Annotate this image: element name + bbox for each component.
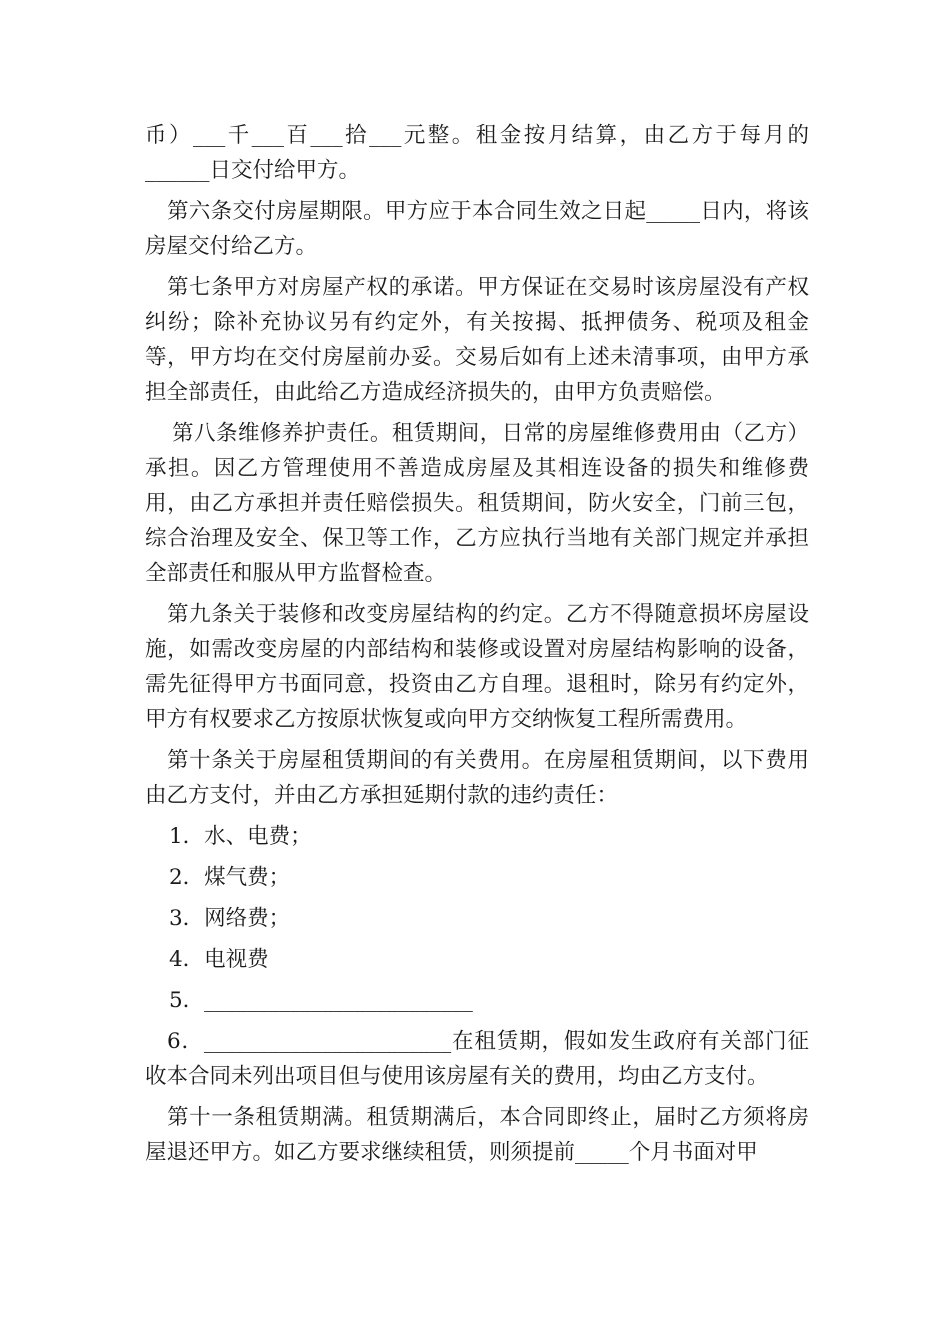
list-item-network: 3．网络费； — [169, 906, 291, 931]
list-item-water-electricity: 1．水、电费； — [169, 824, 312, 849]
paragraph-article-6: 第六条交付房屋期限。甲方应于本合同生效之日起_____日内，将该房屋交付给乙方。 — [145, 199, 809, 259]
paragraph-article-10: 第十条关于房屋租赁期间的有关费用。在房屋租赁期间，以下费用由乙方支付，并由乙方承担延期付款的违约责任： — [145, 748, 809, 808]
paragraph-article-7: 第七条甲方对房屋产权的承诺。甲方保证在交易时该房屋没有产权纠纷；除补充协议另有约定外，有关按揭、抵押债务、税项及租金等，甲方均在交付房屋前办妥。交易后如有上述未清事项，由甲方承担全部责任，由此给乙方造成经济损失的，由甲方负责赔偿。 — [145, 275, 809, 405]
paragraph-article-9: 第九条关于装修和改变房屋结构的约定。乙方不得随意损坏房屋设施，如需改变房屋的内部结构和装修或设置对房屋结构影响的设备，需先征得甲方书面同意，投资由乙方自理。退租时，除另有约定外，甲方有权要求乙方按原状恢复或向甲方交纳恢复工程所需费用。 — [145, 602, 809, 732]
paragraph-rent-amount: 币）___千___百___拾___元整。租金按月结算，由乙方于每月的______日交付给甲方。 — [145, 123, 809, 183]
list-item-gas: 2．煤气费； — [169, 865, 291, 890]
list-item-blank-5: 5．_________________________ — [169, 988, 473, 1013]
list-item-tv: 4．电视费 — [169, 947, 269, 972]
paragraph-article-8: 第八条维修养护责任。租赁期间，日常的房屋维修费用由（乙方）承担。因乙方管理使用不善造成房屋及其相连设备的损失和维修费用，由乙方承担并责任赔偿损失。租赁期间，防火安全，门前三包，综合治理及安全、保卫等工作，乙方应执行当地有关部门规定并承担全部责任和服从甲方监督检查。 — [145, 421, 809, 586]
document-body — [145, 118, 809, 1176]
paragraph-article-11: 第十一条租赁期满。租赁期满后，本合同即终止，届时乙方须将房屋退还甲方。如乙方要求继续租赁，则须提前_____个月书面对甲 — [145, 1105, 809, 1165]
paragraph-item-6: 6．_______________________在租赁期，假如发生政府有关部门征收本合同未列出项目但与使用该房屋有关的费用，均由乙方支付。 — [145, 1029, 809, 1089]
